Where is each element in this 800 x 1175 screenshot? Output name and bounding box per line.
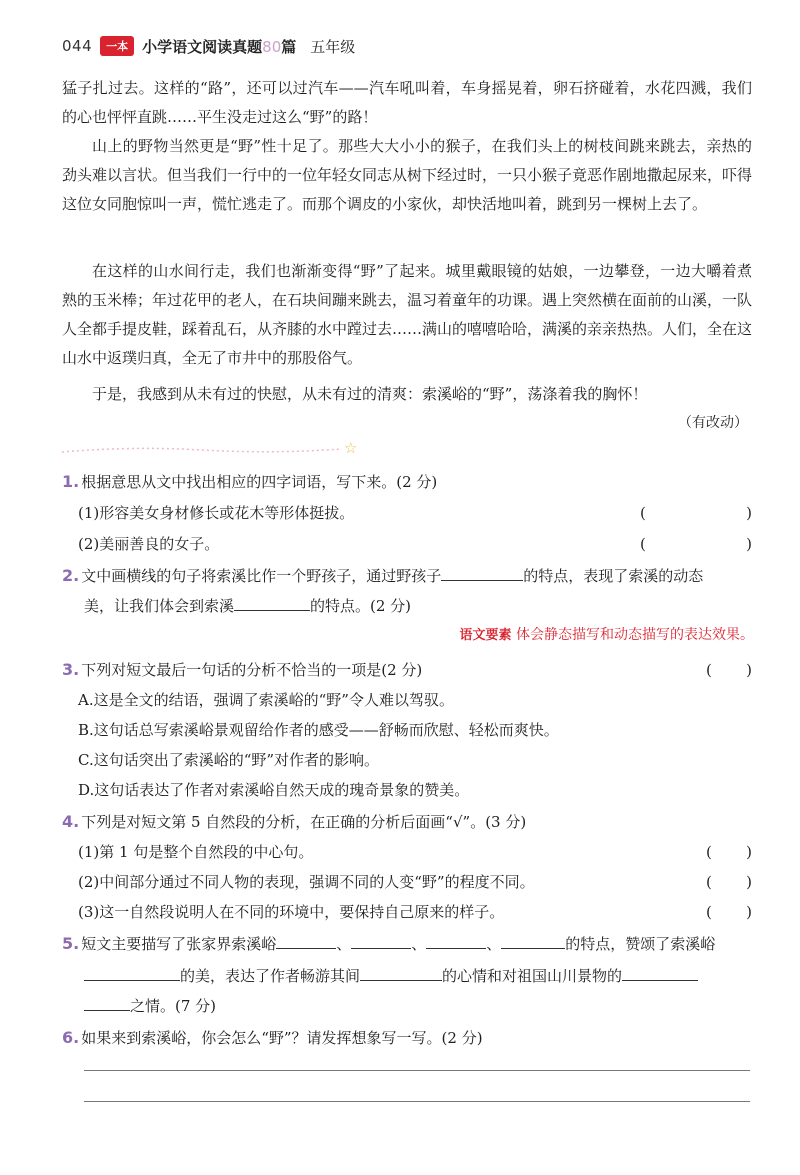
paren-open: ( <box>706 843 712 861</box>
answer-blank[interactable] <box>441 564 523 581</box>
question-text: 的特点，表现了索溪的动态 <box>523 567 704 585</box>
paren-close: ) <box>746 504 752 522</box>
item-text: (2)美丽善良的女子。 <box>78 535 220 553</box>
question-4 <box>62 808 752 836</box>
question-text: 美，让我们体会到索溪 <box>84 597 235 615</box>
answer-parentheses[interactable] <box>706 868 752 896</box>
paren-close: ) <box>746 873 752 891</box>
question-5-continued <box>84 962 750 990</box>
answer-blank[interactable] <box>501 932 565 949</box>
page-header <box>62 34 355 58</box>
question-2-continued <box>84 592 744 620</box>
paren-close: ) <box>746 535 752 553</box>
answer-blank[interactable] <box>84 994 130 1011</box>
answer-blank[interactable] <box>276 932 336 949</box>
question-number: 4. <box>62 812 80 831</box>
question-text: 的特点，赞颂了索溪峪 <box>565 935 716 953</box>
paren-open: ( <box>706 903 712 921</box>
item-text: (1)形容美女身材修长或花木等形体挺拔。 <box>78 504 355 522</box>
answer-line[interactable] <box>84 1070 750 1071</box>
hint-tag: 语文要素 <box>459 628 512 643</box>
question-number: 5. <box>62 934 80 953</box>
series-title <box>142 36 296 57</box>
question-1-item-2 <box>78 530 752 558</box>
question-number: 3. <box>62 660 80 679</box>
item-text: (1)第 1 句是整个自然段的中心句。 <box>78 843 314 861</box>
series-number: 80 <box>262 37 282 56</box>
question-text: 如果来到索溪峪，你会怎么“野”？请发挥想象写一写。(2 分) <box>81 1029 483 1047</box>
question-number: 6. <box>62 1028 80 1047</box>
answer-blank[interactable] <box>622 964 698 981</box>
answer-parentheses[interactable] <box>706 838 752 866</box>
question-1 <box>62 468 752 496</box>
answer-line[interactable] <box>84 1101 750 1102</box>
question-3 <box>62 656 752 684</box>
answer-blank[interactable] <box>426 932 486 949</box>
paren-close: ) <box>746 843 752 861</box>
passage-paragraph-4: 于是，我感到从未有过的快慰，从未有过的清爽：索溪峪的“野”，荡涤着我的胸怀！ <box>92 385 648 403</box>
paren-open: ( <box>640 504 646 522</box>
passage-paragraph-2: 山上的野物当然更是“野”性十足了。那些大大小小的猴子，在我们头上的树枝间跳来跳去，亲热的劲头难以言状。但当我们一行中的一位年轻女同志从树下经过时，一只小猴子竟恶作剧地撒起尿来，吓得这位女同胞惊叫一声，慌忙逃走了。而那个调皮的小家伙，却快活地叫着，跳到另一棵树上去了。 <box>62 137 753 213</box>
answer-blank[interactable] <box>360 964 442 981</box>
question-5 <box>62 930 752 958</box>
option-d[interactable]: D.这句话表达了作者对索溪峪自然天成的瑰奇景象的赞美。 <box>78 781 470 799</box>
question-text: 根据意思从文中找出相应的四字词语，写下来。(2 分) <box>81 473 438 491</box>
question-number: 2. <box>62 566 80 585</box>
answer-parentheses[interactable] <box>640 499 752 527</box>
star-icon: ☆ <box>344 439 358 457</box>
answer-parentheses[interactable] <box>640 530 752 558</box>
answer-blank[interactable] <box>351 932 411 949</box>
question-5-end <box>84 992 750 1020</box>
answer-parentheses[interactable] <box>706 898 752 926</box>
passage-paragraph-3: 在这样的山水间行走，我们也渐渐变得“野”了起来。城里戴眼镜的姑娘，一边攀登，一边大嚼着煮熟的玉米棒；年过花甲的老人，在石块间蹦来跳去，温习着童年的功课。遇上突然横在面前的山溪，一队人全都手提皮鞋，踩着乱石，从齐膝的水中蹚过去……满山的嘻嘻哈哈，满溪的亲亲热热。人们，全在这山水中返璞归真，全无了市井中的那股俗气。 <box>62 262 753 367</box>
series-unit: 篇 <box>281 37 297 56</box>
question-number: 1. <box>62 472 80 491</box>
paren-open: ( <box>640 535 646 553</box>
question-text: 文中画横线的句子将索溪比作一个野孩子，通过野孩子 <box>81 567 442 585</box>
brand-logo: 一本 <box>100 36 134 56</box>
item-text: (2)中间部分通过不同人物的表现，强调不同的人变“野”的程度不同。 <box>78 873 535 891</box>
option-b[interactable]: B.这句话总写索溪峪景观留给作者的感受——舒畅而欣慰、轻松而爽快。 <box>78 721 559 739</box>
question-text: 的心情和对祖国山川景物的 <box>442 967 623 985</box>
paren-open: ( <box>706 873 712 891</box>
passage-paragraph-1: 猛子扎过去。这样的“路”，还可以过汽车——汽车吼叫着，车身摇晃着，卵石挤碰着，水花四溅，我们的心也怦怦直跳……平生没走过这么“野”的路！ <box>62 79 752 126</box>
page-number: 044 <box>62 37 93 55</box>
paren-open: ( <box>706 661 712 679</box>
grade-label: 五年级 <box>310 37 356 56</box>
question-4-item-1 <box>78 838 752 866</box>
question-2 <box>62 562 752 590</box>
option-a[interactable]: A.这是全文的结语，强调了索溪峪的“野”令人难以驾驭。 <box>78 691 454 709</box>
question-4-item-2 <box>78 868 752 896</box>
answer-blank[interactable] <box>84 964 180 981</box>
separator: 、 <box>336 935 352 953</box>
question-text: 下列对短文最后一句话的分析不恰当的一项是(2 分) <box>81 661 423 679</box>
question-1-item-1 <box>78 499 752 527</box>
answer-blank[interactable] <box>234 594 310 611</box>
question-text: 下列是对短文第 5 自然段的分析，在正确的分析后面画“√”。(3 分) <box>81 813 527 831</box>
question-text: 的特点。(2 分) <box>310 597 412 615</box>
series-title-text: 小学语文阅读真题 <box>142 37 263 56</box>
question-text: 之情。(7 分) <box>130 997 217 1015</box>
question-4-item-3 <box>78 898 752 926</box>
question-text: 的美，表达了作者畅游其间 <box>180 967 361 985</box>
paren-close: ) <box>746 903 752 921</box>
question-6 <box>62 1024 752 1052</box>
separator: 、 <box>411 935 427 953</box>
option-c[interactable]: C.这句话突出了索溪峪的“野”对作者的影响。 <box>78 751 380 769</box>
paren-close: ) <box>746 661 752 679</box>
hint-note <box>460 624 754 644</box>
source-note: （有改动） <box>678 415 748 431</box>
answer-parentheses[interactable] <box>706 656 752 684</box>
section-divider <box>62 446 342 454</box>
separator: 、 <box>486 935 502 953</box>
hint-text: 体会静态描写和动态描写的表达效果。 <box>516 627 754 643</box>
item-text: (3)这一自然段说明人在不同的环境中，要保持自己原来的样子。 <box>78 903 505 921</box>
question-text: 短文主要描写了张家界索溪峪 <box>81 935 277 953</box>
